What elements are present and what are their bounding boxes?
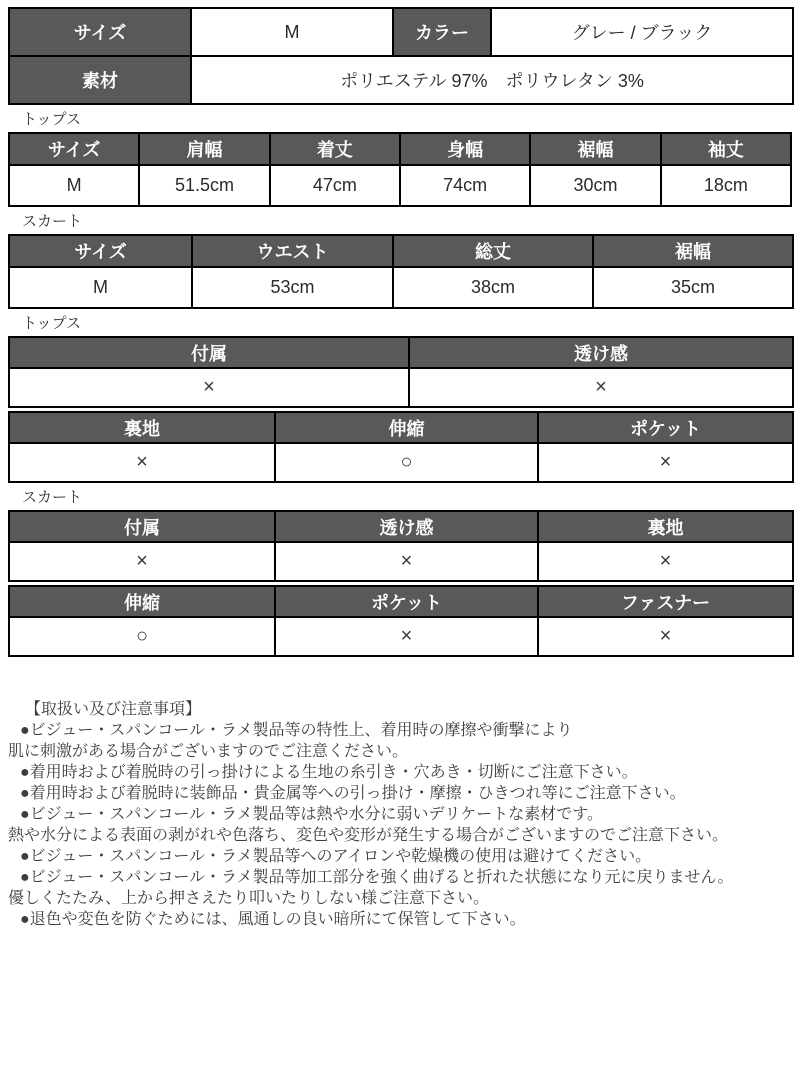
header-cell: 着丈 (270, 133, 400, 165)
header-cell: 裾幅 (530, 133, 660, 165)
note-line: ●ビジュー・スパンコール・ラメ製品等は熱や水分に弱いデリケートな素材です。 (20, 806, 603, 823)
tops-features-table-2 (8, 411, 794, 483)
header-cell: 総丈 (393, 235, 593, 267)
header-cell: 透け感 (275, 511, 538, 542)
tops-features-header-row-1 (9, 337, 793, 368)
value-cell: × (9, 368, 409, 407)
value-cell: 30cm (530, 165, 660, 206)
header-cell: 身幅 (400, 133, 530, 165)
tops-size-value-row (9, 165, 791, 206)
header-cell: 付属 (9, 511, 275, 542)
header-cell: 伸縮 (275, 412, 538, 443)
notes-heading: 【取扱い及び注意事項】 (25, 701, 202, 718)
material-header-cell: 素材 (9, 56, 191, 104)
skirt-features-header-row-2 (9, 586, 793, 617)
value-cell: 74cm (400, 165, 530, 206)
value-cell: 47cm (270, 165, 400, 206)
header-cell: 伸縮 (9, 586, 275, 617)
skirt-features-table-1 (8, 510, 794, 582)
note-line: ●着用時および着脱時の引っ掛けによる生地の糸引き・穴あき・切断にご注意下さい。 (20, 764, 638, 781)
tops-features-table-1 (8, 336, 794, 408)
skirt-features-value-row-2 (9, 617, 793, 656)
value-cell: × (538, 443, 793, 482)
header-cell: 透け感 (409, 337, 793, 368)
note-line: 熱や水分による表面の剥がれや色落ち、変色や変形が発生する場合がございますのでご注意下さい。 (8, 827, 729, 844)
header-cell: サイズ (9, 133, 139, 165)
value-cell: × (409, 368, 793, 407)
skirt-features-value-row-1 (9, 542, 793, 581)
section-label-skirt-size: スカート (22, 213, 83, 230)
header-cell: ポケット (275, 586, 538, 617)
value-cell: × (538, 542, 793, 581)
value-cell: 18cm (661, 165, 791, 206)
note-line: ●着用時および着脱時に装飾品・貴金属等への引っ掛け・摩擦・ひきつれ等にご注意下さい。 (20, 785, 686, 802)
value-cell: × (9, 443, 275, 482)
value-cell: 38cm (393, 267, 593, 308)
header-cell: ファスナー (538, 586, 793, 617)
color-header-cell: カラー (393, 8, 491, 56)
tops-features-value-row-1 (9, 368, 793, 407)
header-cell: ウエスト (192, 235, 393, 267)
size-header-cell: サイズ (9, 8, 191, 56)
summary-table (8, 7, 794, 105)
value-cell: M (9, 165, 139, 206)
note-line: ●ビジュー・スパンコール・ラメ製品等加工部分を強く曲げると折れた状態になり元に戻りません。 (20, 869, 734, 886)
tops-size-table (8, 132, 792, 207)
skirt-features-header-row-1 (9, 511, 793, 542)
value-cell: ○ (9, 617, 275, 656)
header-cell: 裏地 (538, 511, 793, 542)
skirt-size-header-row (9, 235, 793, 267)
value-cell: 35cm (593, 267, 793, 308)
header-cell: 裏地 (9, 412, 275, 443)
skirt-size-value-row (9, 267, 793, 308)
note-line: ●ビジュー・スパンコール・ラメ製品等へのアイロンや乾燥機の使用は避けてください。 (20, 848, 652, 865)
color-value-cell: グレー / ブラック (491, 8, 793, 56)
note-line: 肌に刺激がある場合がございますのでご注意ください。 (8, 743, 409, 760)
note-line: ●ビジュー・スパンコール・ラメ製品等の特性上、着用時の摩擦や衝撃により (20, 722, 573, 739)
header-cell: 付属 (9, 337, 409, 368)
note-line: ●退色や変色を防ぐためには、風通しの良い暗所にて保管して下さい。 (20, 911, 526, 928)
header-cell: 裾幅 (593, 235, 793, 267)
handling-notes (8, 699, 792, 930)
size-value-cell: M (191, 8, 393, 56)
value-cell: 51.5cm (139, 165, 269, 206)
value-cell: M (9, 267, 192, 308)
header-cell: 肩幅 (139, 133, 269, 165)
value-cell: ○ (275, 443, 538, 482)
tops-size-header-row (9, 133, 791, 165)
value-cell: × (275, 542, 538, 581)
skirt-size-table (8, 234, 794, 309)
tops-features-value-row-2 (9, 443, 793, 482)
skirt-features-table-2 (8, 585, 794, 657)
section-label-tops-features: トップス (22, 315, 81, 332)
value-cell: × (9, 542, 275, 581)
header-cell: ポケット (538, 412, 793, 443)
material-value-cell: ポリエステル 97% ポリウレタン 3% (191, 56, 793, 104)
summary-row-material (9, 56, 793, 104)
value-cell: 53cm (192, 267, 393, 308)
header-cell: 袖丈 (661, 133, 791, 165)
header-cell: サイズ (9, 235, 192, 267)
tops-features-header-row-2 (9, 412, 793, 443)
section-label-skirt-features: スカート (22, 489, 83, 506)
value-cell: × (538, 617, 793, 656)
section-label-tops-size: トップス (22, 111, 81, 128)
note-line: 優しくたたみ、上から押さえたり叩いたりしない様ご注意下さい。 (8, 890, 489, 907)
summary-row-size-color (9, 8, 793, 56)
value-cell: × (275, 617, 538, 656)
